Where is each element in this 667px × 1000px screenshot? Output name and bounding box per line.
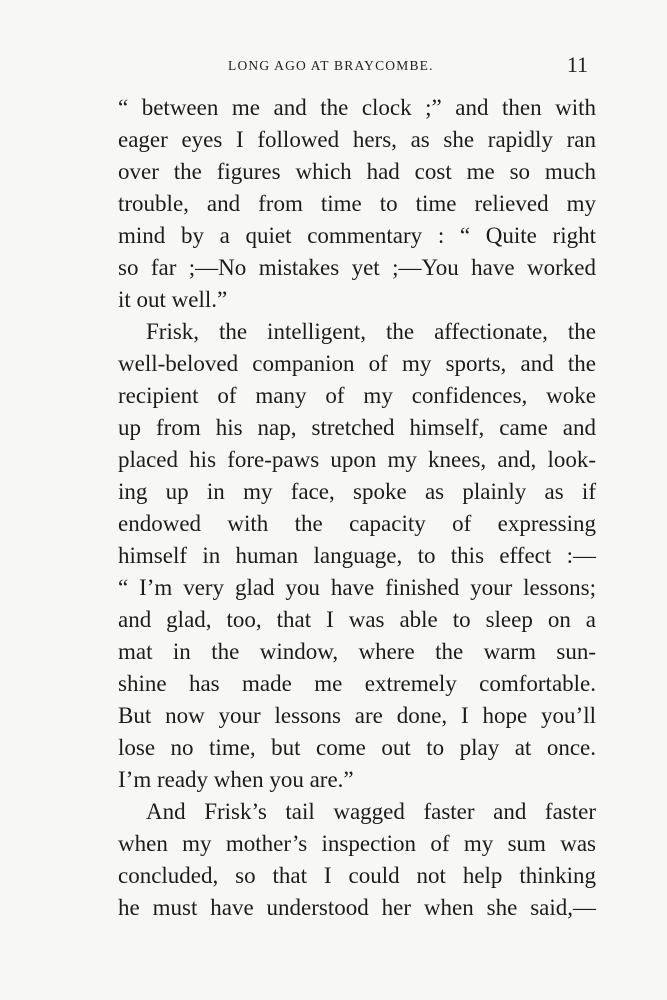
running-header xyxy=(118,52,588,82)
text-line: “ I’m very glad you have finished your lessons; xyxy=(118,575,596,600)
paragraph-3 xyxy=(118,796,596,924)
text-line: over the figures which had cost me so much xyxy=(118,159,596,184)
page-number: 11 xyxy=(566,52,588,77)
text-line: endowed with the capacity of expressing xyxy=(118,511,596,536)
text-line: concluded, so that I could not help thinking xyxy=(118,863,596,888)
running-title: LONG AGO AT BRAYCOMBE. xyxy=(228,58,434,73)
text-line: I’m ready when you are.” xyxy=(118,767,354,792)
text-line: it out well.” xyxy=(118,287,228,312)
text-line: But now your lessons are done, I hope you’ll xyxy=(118,703,596,728)
text-line: recipient of many of my confidences, woke xyxy=(118,383,596,408)
body-text xyxy=(118,92,596,924)
text-line: up from his nap, stretched himself, came and xyxy=(118,415,596,440)
text-line: eager eyes I followed hers, as she rapidly ran xyxy=(118,127,596,152)
text-line: mind by a quiet commentary : “ Quite right xyxy=(118,223,596,248)
text-line: so far ;—No mistakes yet ;—You have worked xyxy=(118,255,596,280)
text-line: he must have understood her when she said,— xyxy=(118,895,596,920)
paragraph-1 xyxy=(118,92,596,316)
text-line: well-beloved companion of my sports, and the xyxy=(118,351,596,376)
text-line: shine has made me extremely comfortable. xyxy=(118,671,596,696)
text-line: himself in human language, to this effect :— xyxy=(118,543,596,568)
text-line: “ between me and the clock ;” and then with xyxy=(118,95,596,120)
text-line: placed his fore-paws upon my knees, and, look- xyxy=(118,447,596,472)
text-line: ing up in my face, spoke as plainly as if xyxy=(118,479,596,504)
paragraph-2 xyxy=(118,316,596,796)
text-line: when my mother’s inspection of my sum was xyxy=(118,831,596,856)
text-line: lose no time, but come out to play at once. xyxy=(118,735,596,760)
text-line: and glad, too, that I was able to sleep on a xyxy=(118,607,596,632)
text-line: mat in the window, where the warm sun- xyxy=(118,639,596,664)
text-line: And Frisk’s tail wagged faster and faster xyxy=(146,799,596,824)
text-line: Frisk, the intelligent, the affectionate, the xyxy=(146,319,596,344)
text-line: trouble, and from time to time relieved my xyxy=(118,191,596,216)
